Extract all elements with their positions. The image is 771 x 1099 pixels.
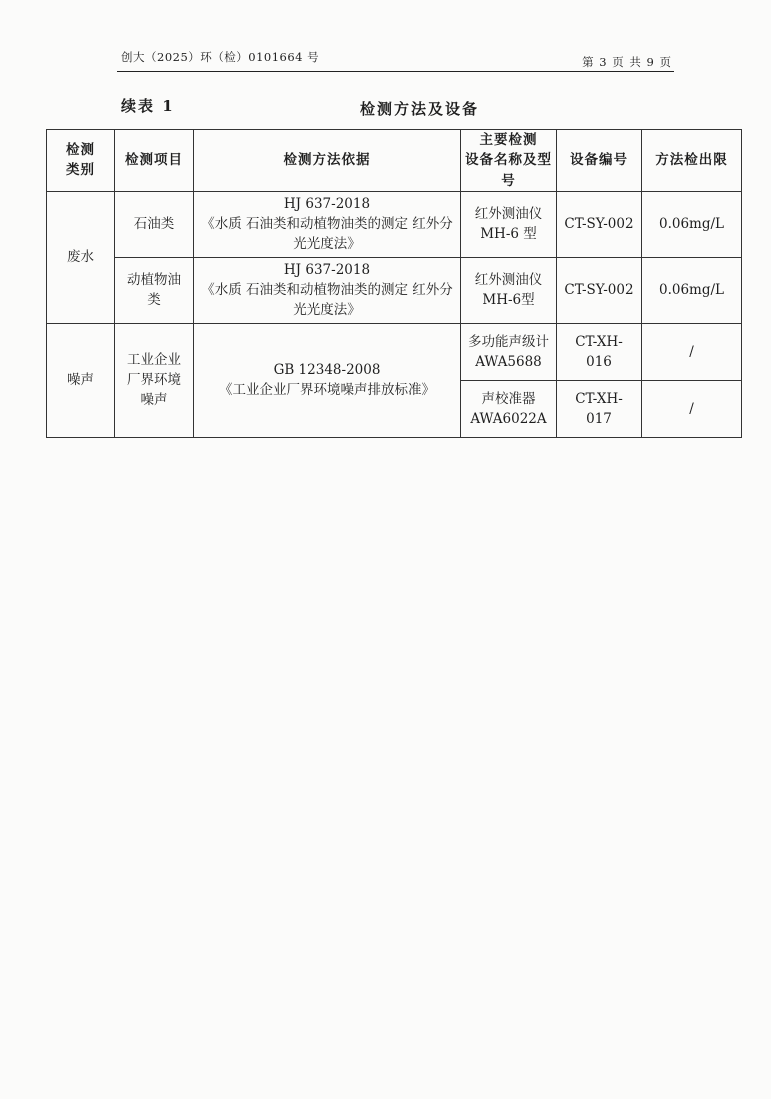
equip-no-cell: CT-SY-002 — [557, 191, 642, 257]
table-header-row — [47, 130, 742, 192]
equipment-cell: 红外测油仪 MH-6 型 — [461, 191, 557, 257]
equip-no-cell: CT-XH-017 — [557, 380, 642, 437]
header-equipment: 主要检测 设备名称及型号 — [461, 130, 557, 192]
item-cell: 动植物油类 — [115, 257, 194, 323]
method-equipment-table — [46, 129, 742, 438]
header-method: 检测方法依据 — [194, 130, 461, 192]
header-category: 检测 类别 — [47, 130, 115, 192]
limit-cell: / — [642, 380, 742, 437]
method-cell: HJ 637-2018 《水质 石油类和动植物油类的测定 红外分光光度法》 — [194, 191, 461, 257]
item-cell: 石油类 — [115, 191, 194, 257]
limit-cell: / — [642, 323, 742, 380]
limit-cell: 0.06mg/L — [642, 257, 742, 323]
item-cell: 工业企业厂界环境噪声 — [115, 323, 194, 437]
method-cell: GB 12348-2008 《工业企业厂界环境噪声排放标准》 — [194, 323, 461, 437]
header-limit: 方法检出限 — [642, 130, 742, 192]
page-number: 第 3 页 共 9 页 — [582, 55, 672, 69]
equip-no-cell: CT-XH-016 — [557, 323, 642, 380]
header-equip-no: 设备编号 — [557, 130, 642, 192]
category-cell: 废水 — [47, 191, 115, 323]
table-row — [47, 191, 742, 257]
header-item: 检测项目 — [115, 130, 194, 192]
method-cell: HJ 637-2018 《水质 石油类和动植物油类的测定 红外分光光度法》 — [194, 257, 461, 323]
equipment-cell: 红外测油仪 MH-6型 — [461, 257, 557, 323]
limit-cell: 0.06mg/L — [642, 191, 742, 257]
equipment-cell: 声校准器 AWA6022A — [461, 380, 557, 437]
category-cell: 噪声 — [47, 323, 115, 437]
table-row — [47, 257, 742, 323]
page-header — [117, 49, 674, 72]
table-title: 检测方法及设备 — [360, 100, 480, 118]
equipment-cell: 多功能声级计 AWA5688 — [461, 323, 557, 380]
table-row — [47, 323, 742, 380]
continued-table-label: 续表 1 — [121, 97, 175, 115]
document-number: 创大（2025）环（检）0101664 号 — [121, 50, 320, 64]
equip-no-cell: CT-SY-002 — [557, 257, 642, 323]
